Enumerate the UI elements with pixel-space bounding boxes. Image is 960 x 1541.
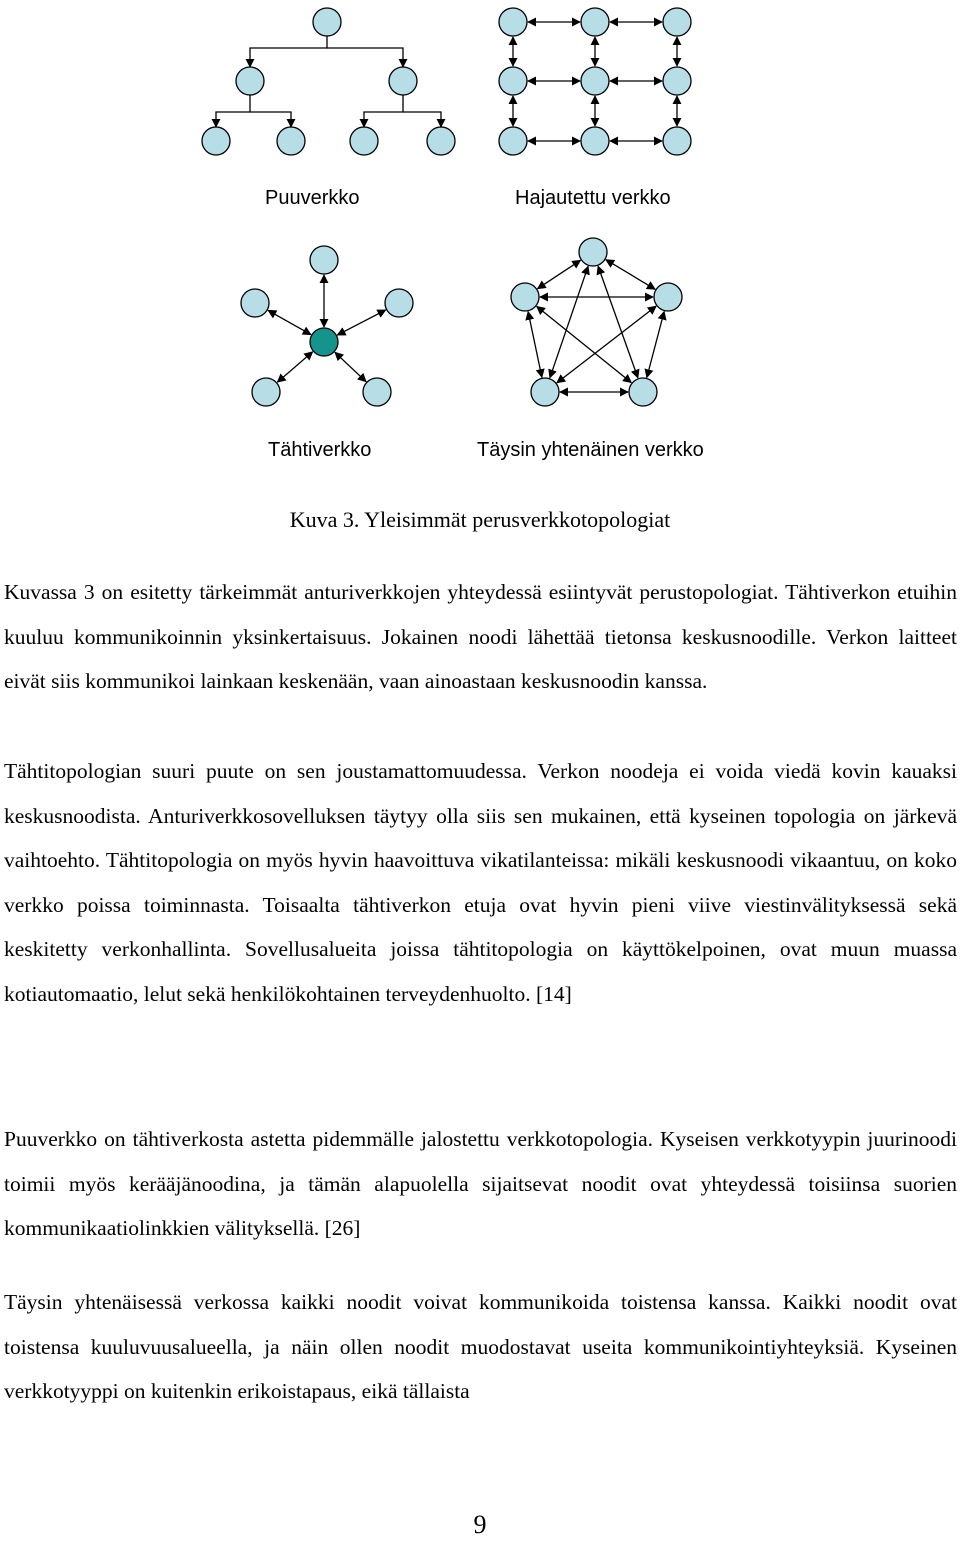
- grid-node: [581, 67, 609, 95]
- tree-node: [236, 67, 264, 95]
- tree-leaf-node: [277, 127, 305, 155]
- paragraph-3: Puuverkko on tähtiverkosta astetta pidemmälle jalostettu verkkotopologia. Kyseisen verkkotyypin juurinoodi toimii myös kerääjänoodina, ja tämän alapuolella sijaitsevat noodit ovat yhteydessä toisiinsa suorien kommunikaatiolinkkien välityksellä. [26]: [4, 1127, 957, 1240]
- tree-node: [389, 67, 417, 95]
- tree-leaf-node: [202, 127, 230, 155]
- star-node: [241, 289, 269, 317]
- tree-leaf-node: [427, 127, 455, 155]
- tree-edge: [364, 95, 403, 127]
- star-edge: [335, 352, 366, 381]
- grid-node: [499, 67, 527, 95]
- mesh-edge: [538, 260, 581, 288]
- paragraph-1: Kuvassa 3 on esitetty tärkeimmät anturiverkkojen yhteydessä esiintyvät perustopologiat. Tähtiverkon etuihin kuuluu kommunikoinnin yksinkertaisuus. Jokainen noodi lähettää tietonsa keskusnoodille. Verkon laitteet eivät siis kommunikoi lainkaan keskenään, vaan ainoastaan keskusnoodin kanssa.: [4, 580, 957, 693]
- paragraph-4: Täysin yhtenäisessä verkossa kaikki noodit voivat kommunikoida toistensa kanssa. Kaikki noodit ovat toistensa kuuluvuusalueella, ja näin ollen noodit muodostavat useita kommunikointiyhteyksiä. Kyseinen verkkotyyppi on kuitenkin erikoistapaus, eikä tällaista: [4, 1290, 957, 1403]
- star-node: [385, 289, 413, 317]
- mesh-node: [531, 378, 559, 406]
- star-network-label: Tähtiverkko: [268, 439, 372, 461]
- mesh-node: [579, 238, 607, 266]
- tree-edge: [250, 36, 327, 67]
- star-center-node: [310, 328, 338, 356]
- tree-edge: [216, 95, 250, 127]
- star-node: [310, 246, 338, 274]
- mesh-node: [629, 378, 657, 406]
- mesh-node: [511, 283, 539, 311]
- grid-node: [499, 127, 527, 155]
- distributed-network-label: Hajautettu verkko: [515, 187, 671, 209]
- grid-node: [663, 127, 691, 155]
- tree-edge: [250, 112, 291, 127]
- grid-node: [581, 8, 609, 36]
- star-edge: [268, 310, 311, 334]
- grid-node: [663, 67, 691, 95]
- grid-node: [499, 8, 527, 36]
- mesh-edge: [606, 260, 655, 290]
- figure-caption: Kuva 3. Yleisimmät perusverkkotopologiat: [289, 507, 671, 532]
- page-number: 9: [473, 1510, 487, 1539]
- mesh-edge: [528, 312, 542, 378]
- tree-edge: [403, 112, 441, 127]
- paragraph-2: Tähtitopologian suuri puute on sen joustamattomuudessa. Verkon noodeja ei voida viedä kovin kauaksi keskusnoodista. Anturiverkkosovelluksen täytyy olla siis sen mukainen, että kyseinen topologia on järkevä vaihtoehto. Tähtitopologia on myös hyvin haavoittuva vikatilanteissa: mikäli keskusnoodi vikaantuu, on koko verkko poissa toiminnasta. Toisaalta tähtiverkon etuja ovat hyvin pieni viive viestinvälityksessä sekä keskitetty verkonhallinta. Sovellusalueita joissa tähtitopologia on käyttökelpoinen, ovat muun muassa kotiautomaatio, lelut sekä henkilökohtainen terveydenhuolto. [14]: [4, 759, 957, 1006]
- tree-edge: [327, 48, 403, 67]
- star-node: [363, 378, 391, 406]
- network-topologies-figure: [0, 0, 960, 480]
- grid-node: [581, 127, 609, 155]
- full-mesh-network-label: Täysin yhtenäinen verkko: [477, 439, 704, 461]
- grid-node: [663, 8, 691, 36]
- star-node: [252, 378, 280, 406]
- star-edge: [337, 310, 385, 335]
- tree-root-node: [313, 8, 341, 36]
- mesh-edge: [647, 312, 664, 378]
- mesh-node: [654, 283, 682, 311]
- tree-leaf-node: [350, 127, 378, 155]
- star-edge: [277, 352, 312, 382]
- mesh-edge: [557, 306, 656, 383]
- tree-network-label: Puuverkko: [265, 187, 360, 209]
